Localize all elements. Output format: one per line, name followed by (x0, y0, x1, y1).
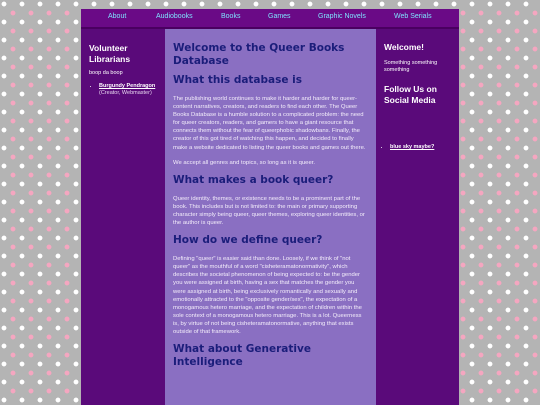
social-link-list (384, 144, 434, 150)
nav-link-games[interactable]: Games (268, 13, 291, 20)
section-heading: What makes a book queer? (173, 173, 334, 186)
list-item (390, 144, 434, 150)
main-content (165, 29, 376, 405)
nav-link-books[interactable]: Books (221, 13, 241, 20)
social-heading: Follow Us on Social Media (384, 84, 437, 105)
nav-link-web-serials[interactable]: Web Serials (394, 13, 432, 20)
librarians-heading: Volunteer Librarians (89, 43, 131, 64)
section-paragraph: The publishing world continues to make it harder and harder for queer-content narratives, creators, and readers to find each other. The Queer Books Database is a humble solution to a complicated problem: the need for queer creators, readers, and gamers to have a giant resource that connects them without the fear of queerphobic shadowbans. Finally, the creator of this got tired of watching this happen, and decided to finally make a website dedicated to listing the queer books and games out there. (173, 96, 366, 151)
social-link[interactable]: blue sky maybe? (390, 144, 435, 150)
section-heading: What about Generative Intelligence (173, 343, 311, 369)
nav-link-audiobooks[interactable]: Audiobooks (156, 13, 193, 20)
welcome-text: Something something something (384, 60, 438, 73)
list-item (99, 83, 165, 97)
welcome-heading: Welcome! (384, 42, 424, 52)
right-sidebar (376, 29, 459, 405)
section-paragraph: Defining "queer" is easier said than done. Loosely, if we think of "not queer" as the mouthful of a word "cisheteramatonormativity", which describes the societal phenomenon of being expected to: be the gender you were assigned at birth, having a sex that matches the gender you were assigned at birth, being exclusively romantically and sexually and emotionally attracted to the "opposite gender/sex", the expectation of a monogamous hetero marriage, and the expectation of children within the sole context of a monogamous hetero marriage. This is a lot. Queerness is, by virtue of not being cisheteramatonormative, anything that exists outside of that framework. (173, 256, 362, 335)
section-heading: How do we define queer? (173, 234, 323, 247)
librarian-link[interactable]: Burgundy Pendragon (99, 83, 156, 89)
section-heading: What this database is (173, 74, 302, 86)
top-navigation (81, 9, 459, 29)
librarians-subtitle: boop da boop (89, 70, 123, 76)
nav-link-graphic-novels[interactable]: Graphic Novels (318, 13, 366, 20)
section-paragraph: We accept all genres and topics, so long as it is queer. (173, 159, 316, 166)
left-sidebar (81, 29, 165, 405)
nav-link-about[interactable]: About (108, 13, 127, 20)
librarian-list (89, 83, 165, 97)
librarian-role: (Creator, Webmaster) (99, 90, 152, 96)
page-title: Welcome to the Queer Books Database (173, 42, 345, 67)
section-paragraph: Queer identity, themes, or existence needs to be a prominent part of the book. This includes but is not limited to: the main or primary supporting character simply being queer, queer themes, exploring queer identities, or the author is queer. (173, 195, 365, 227)
